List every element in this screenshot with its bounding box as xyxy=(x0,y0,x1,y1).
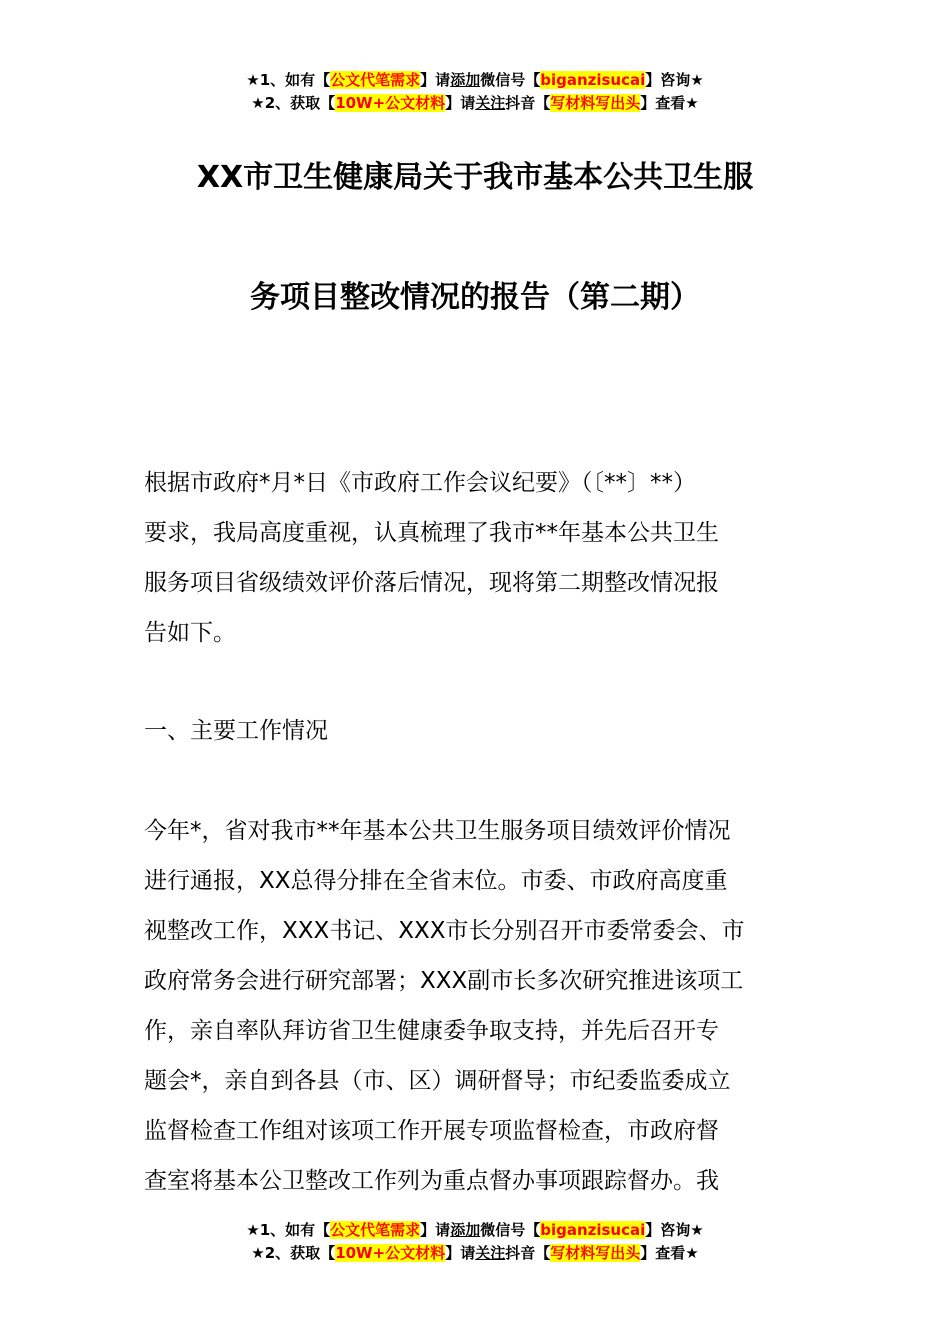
banner-text: ★2、获取【 xyxy=(251,94,336,112)
paragraph-line: 进行通报，XX总得分排在全省末位。市委、市政府高度重 xyxy=(144,868,728,894)
paragraph-line: 视整改工作，XXX书记、XXX市长分别召开市委常委会、市 xyxy=(144,918,745,944)
paragraph-line: 告如下。 xyxy=(144,620,236,646)
douyin-highlight: 写材料写出头 xyxy=(550,94,641,112)
paragraph-line: 政府常务会进行研究部署；XXX副市长多次研究推进该项工 xyxy=(144,968,744,994)
underlined-text: 添加 xyxy=(450,71,481,89)
banner-text: 】查看★ xyxy=(640,1244,699,1262)
paragraph-line: 查室将基本公卫整改工作列为重点督办事项跟踪督办。我 xyxy=(144,1168,719,1194)
intro-paragraph xyxy=(144,458,810,658)
banner-line-2 xyxy=(0,1242,950,1265)
document-title-line-1: XX市卫生健康局关于我市基本公共卫生服 xyxy=(196,160,754,195)
underlined-text: 关注 xyxy=(475,94,506,112)
paragraph-line: 题会*，亲自到各县（市、区）调研督导；市纪委监委成立 xyxy=(144,1068,731,1094)
work-paragraph xyxy=(144,806,810,1206)
banner-text: 】请 xyxy=(420,1221,451,1239)
paragraph-line: 服务项目省级绩效评价落后情况，现将第二期整改情况报 xyxy=(144,570,719,596)
banner-text: 】请 xyxy=(445,1244,476,1262)
banner-text: 微信号【 xyxy=(480,71,541,89)
banner-text: 】请 xyxy=(420,71,451,89)
wechat-id-highlight: biganzisucai xyxy=(540,71,646,89)
banner-line-2 xyxy=(0,92,950,115)
banner-text: 抖音【 xyxy=(505,94,551,112)
highlight-text: 10W+公文材料 xyxy=(335,1244,446,1262)
banner-text: ★1、如有【 xyxy=(246,1221,331,1239)
paragraph-line: 根据市政府*月*日《市政府工作会议纪要》（〔**〕**） xyxy=(144,470,696,496)
paragraph-line: 作，亲自率队拜访省卫生健康委争取支持，并先后召开专 xyxy=(144,1018,719,1044)
section-heading xyxy=(144,706,810,756)
paragraph-line: 要求，我局高度重视，认真梳理了我市**年基本公共卫生 xyxy=(144,520,719,546)
underlined-text: 关注 xyxy=(475,1244,506,1262)
wechat-id-highlight: biganzisucai xyxy=(540,1221,646,1239)
banner-text: 抖音【 xyxy=(505,1244,551,1262)
highlight-text: 公文代笔需求 xyxy=(330,1221,421,1239)
banner-text: 微信号【 xyxy=(480,1221,541,1239)
banner-text: 】查看★ xyxy=(640,94,699,112)
douyin-highlight: 写材料写出头 xyxy=(550,1244,641,1262)
underlined-text: 添加 xyxy=(450,1221,481,1239)
paragraph-line: 监督检查工作组对该项工作开展专项监督检查，市政府督 xyxy=(144,1118,719,1144)
top-banner xyxy=(0,69,950,115)
highlight-text: 10W+公文材料 xyxy=(335,94,446,112)
banner-text: 】咨询★ xyxy=(645,71,704,89)
bottom-banner xyxy=(0,1219,950,1265)
document-title-line-2: 务项目整改情况的报告（第二期） xyxy=(250,280,700,315)
paragraph-line: 今年*，省对我市**年基本公共卫生服务项目绩效评价情况 xyxy=(144,818,731,844)
banner-text: 】咨询★ xyxy=(645,1221,704,1239)
banner-text: ★2、获取【 xyxy=(251,1244,336,1262)
heading-text: 一、主要工作情况 xyxy=(144,718,328,744)
banner-line-1 xyxy=(0,1219,950,1242)
banner-line-1 xyxy=(0,69,950,92)
highlight-text: 公文代笔需求 xyxy=(330,71,421,89)
banner-text: ★1、如有【 xyxy=(246,71,331,89)
banner-text: 】请 xyxy=(445,94,476,112)
